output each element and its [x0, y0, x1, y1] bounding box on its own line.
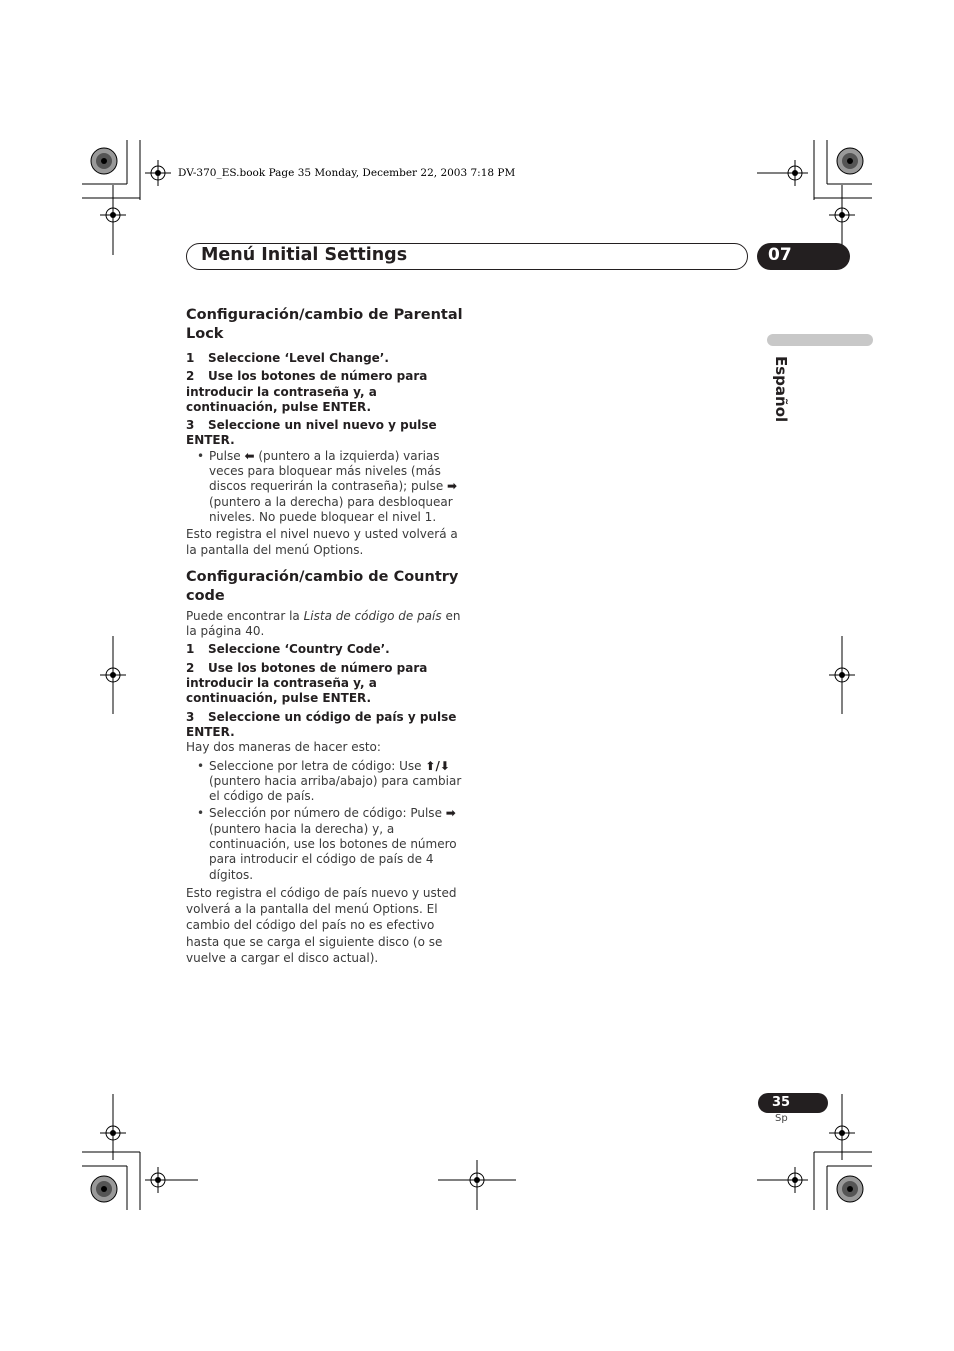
- step-item: 2 Use los botones de número para introducir la contraseña y, a continuación, pulse ENTER.: [186, 369, 428, 414]
- note-paragraph: Esto registra el nivel nuevo y usted volverá a la pantalla del menú Options.: [186, 527, 458, 557]
- language-tab-bar: [767, 334, 873, 346]
- step-item: 3 Seleccione un código de país y pulse ENTER.: [186, 709, 457, 739]
- chapter-title: Menú Initial Settings: [201, 245, 408, 265]
- registration-star-icon: [837, 148, 863, 174]
- step-item: 1 Seleccione ‘Level Change’.: [186, 351, 389, 365]
- page-number-badge: [758, 1093, 828, 1113]
- chapter-number-badge: [757, 243, 850, 270]
- step-item: 1 Seleccione ‘Country Code’.: [186, 642, 390, 657]
- chapter-header: [186, 243, 748, 270]
- right-arrow-icon: ➡: [447, 479, 458, 494]
- ways-paragraph: Hay dos maneras de hacer esto:: [186, 740, 381, 755]
- section-heading-country-code: Configuración/cambio de Country code: [186, 568, 459, 604]
- left-arrow-icon: ⬅: [244, 448, 255, 463]
- bullet-item: • Selección por número de código: Pulse ➡ (puntero hacia la derecha) y, a continuación, use los botones de número para introducir el código de país de 4 dígitos.: [186, 806, 466, 882]
- registration-star-icon: [91, 148, 117, 174]
- step-item: 2 Use los botones de número para introducir la contraseña y, a continuación, pulse ENTER.: [186, 660, 428, 706]
- section-heading-parental-lock: Configuración/cambio de Parental Lock: [186, 307, 463, 342]
- registration-star-icon: [837, 1176, 863, 1202]
- language-tab-label: Español: [772, 356, 790, 423]
- step-item: 3 Seleccione un nivel nuevo y pulse ENTER.: [186, 418, 437, 448]
- page-number: 35: [772, 1095, 791, 1110]
- bullet-item: • Pulse ⬅ (puntero a la izquierda) varias veces para bloquear más niveles (más discos requerirán la contraseña); pulse ➡ (puntero a la derecha) para desbloquear niveles. No puede bloquear el nivel 1.: [186, 449, 466, 525]
- right-arrow-icon: ➡: [445, 806, 456, 821]
- registration-mark-icon: [145, 160, 171, 186]
- bullet-item: • Seleccione por letra de código: Use ⬆/⬇ (puntero hacia arriba/abajo) para cambiar el código de país.: [186, 759, 466, 805]
- note-paragraph: Esto registra el código de país nuevo y usted volverá a la pantalla del menú Options. El cambio del código del país no es efectivo hasta que se carga el siguiente disco (o se vuelve a cargar el disco actual).: [186, 885, 457, 965]
- content-column: [186, 306, 466, 969]
- intro-paragraph: Puede encontrar la Lista de código de país en la página 40.: [186, 608, 461, 639]
- book-info: DV-370_ES.book Page 35 Monday, December 22, 2003 7:18 PM: [178, 167, 516, 179]
- up-down-arrows-icon: ⬆/⬇: [425, 758, 450, 773]
- page-language-code: Sp: [775, 1113, 788, 1124]
- registration-star-icon: [91, 1176, 117, 1202]
- chapter-number: 07: [768, 245, 792, 265]
